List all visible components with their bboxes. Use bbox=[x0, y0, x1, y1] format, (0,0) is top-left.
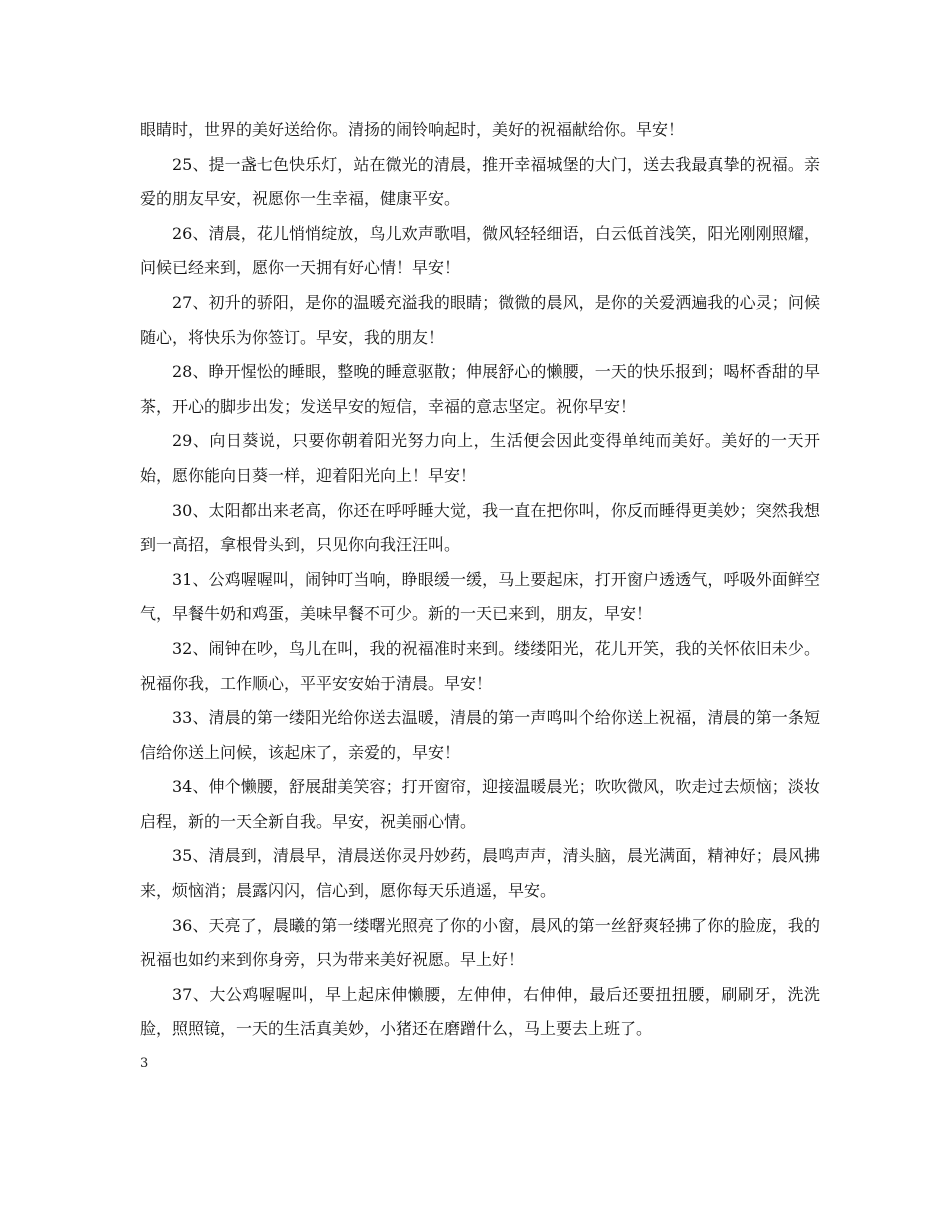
paragraph-29: 29、向日葵说，只要你朝着阳光努力向上，生活便会因此变得单纯而美好。美好的一天开始，愿你能向日葵一样，迎着阳光向上！早安！ bbox=[140, 431, 820, 485]
paragraph-30: 30、太阳都出来老高，你还在呼呼睡大觉，我一直在把你叫，你反而睡得更美妙；突然我想到一高招，拿根骨头到，只见你向我汪汪叫。 bbox=[140, 500, 820, 555]
paragraph-34: 34、伸个懒腰，舒展甜美笑容；打开窗帘，迎接温暖晨光；吹吹微风，吹走过去烦恼；淡妆启程，新的一天全新自我。早安，祝美丽心情。 bbox=[140, 777, 820, 831]
page-number: 3 bbox=[140, 1056, 149, 1071]
paragraph-32: 32、闹钟在吵，鸟儿在叫，我的祝福准时来到。缕缕阳光，花儿开笑，我的关怀依旧未少。祝福你我，工作顺心，平平安安始于清晨。早安！ bbox=[140, 638, 820, 693]
paragraph-26: 26、清晨，花儿悄悄绽放，鸟儿欢声歌唱，微风轻轻细语，白云低首浅笑，阳光刚刚照耀，问候已经来到，愿你一天拥有好心情！早安！ bbox=[140, 223, 820, 278]
paragraph-31: 31、公鸡喔喔叫，闹钟叮当响，睁眼缓一缓，马上要起床，打开窗户透透气，呼吸外面鲜空气，早餐牛奶和鸡蛋，美味早餐不可少。新的一天已来到，朋友，早安！ bbox=[140, 569, 820, 624]
paragraph-27: 27、初升的骄阳，是你的温暖充溢我的眼睛；微微的晨风，是你的关爱洒遍我的心灵；问候随心，将快乐为你签订。早安，我的朋友！ bbox=[140, 292, 820, 347]
paragraph-37: 37、大公鸡喔喔叫，早上起床伸懒腰，左伸伸，右伸伸，最后还要扭扭腰，刷刷牙，洗洗脸，照照镜，一天的生活真美妙，小猪还在磨蹭什么，马上要去上班了。 bbox=[140, 984, 820, 1039]
paragraph-25: 25、提一盏七色快乐灯，站在微光的清晨，推开幸福城堡的大门，送去我最真挚的祝福。亲爱的朋友早安，祝愿你一生幸福，健康平安。 bbox=[140, 154, 820, 209]
paragraph-33: 33、清晨的第一缕阳光给你送去温暖，清晨的第一声鸣叫个给你送上祝福，清晨的第一条短信给你送上问候，该起床了，亲爱的，早安！ bbox=[140, 708, 820, 762]
paragraph-36: 36、天亮了，晨曦的第一缕曙光照亮了你的小窗，晨风的第一丝舒爽轻拂了你的脸庞，我的祝福也如约来到你身旁，只为带来美好祝愿。早上好！ bbox=[140, 915, 820, 970]
paragraph-28: 28、睁开惺忪的睡眼，整晚的睡意驱散；伸展舒心的懒腰，一天的快乐报到；喝杯香甜的早茶，开心的脚步出发；发送早安的短信，幸福的意志坚定。祝你早安！ bbox=[140, 362, 820, 416]
document-body bbox=[140, 113, 820, 1047]
paragraph-continued: 眼睛时，世界的美好送给你。清扬的闹铃响起时，美好的祝福献给你。早安！ bbox=[140, 120, 685, 139]
paragraph-35: 35、清晨到，清晨早，清晨送你灵丹妙药，晨鸣声声，清头脑，晨光满面，精神好；晨风拂来，烦恼消；晨露闪闪，信心到，愿你每天乐逍遥，早安。 bbox=[140, 846, 820, 901]
